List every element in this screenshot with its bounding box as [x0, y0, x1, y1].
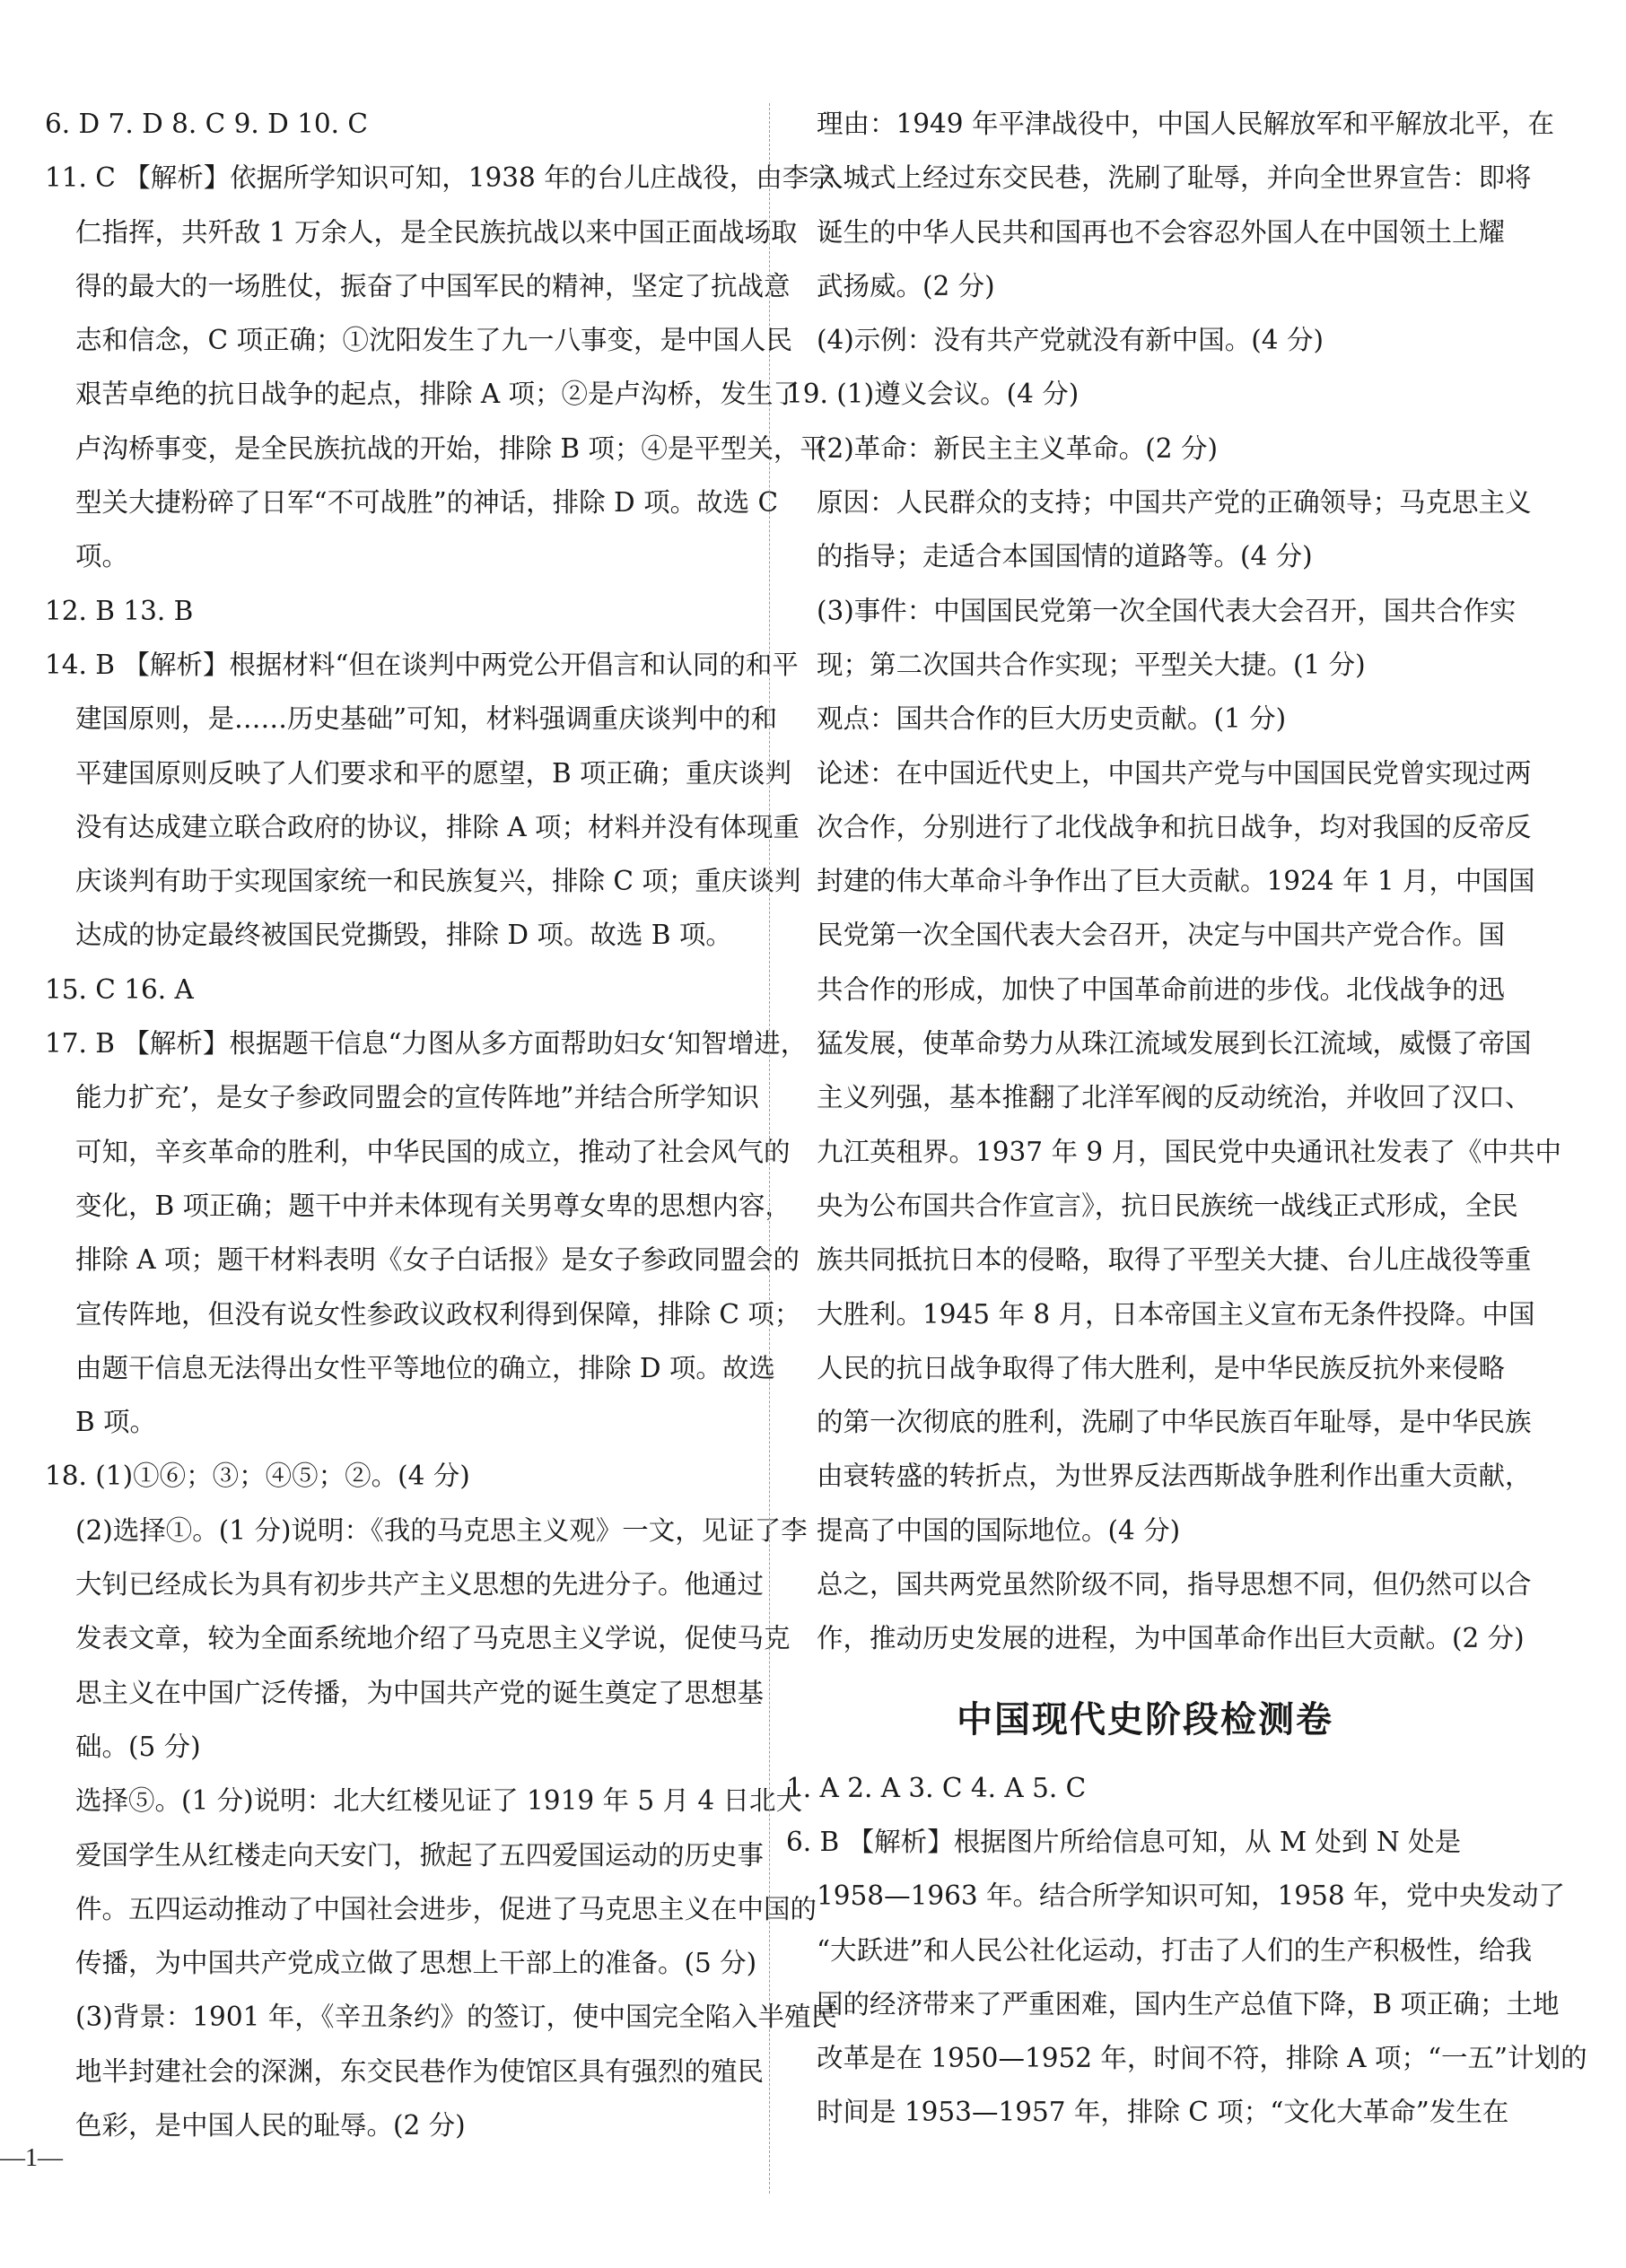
text-line: 共合作的形成，加快了中国革命前进的步伐。北伐战争的迅: [817, 973, 1506, 1005]
text-line: 14. B 【解析】根据材料“但在谈判中两党公开倡言和认同的和平: [45, 649, 799, 680]
text-line: 武扬威。(2 分): [817, 270, 995, 301]
text-line: 思主义在中国广泛传播，为中国共产党的诞生奠定了思想基: [75, 1677, 765, 1708]
text-line: 改革是在 1950—1952 年，时间不符，排除 A 项；“一五”计划的: [817, 2043, 1587, 2074]
text-line: 族共同抵抗日本的侵略，取得了平型关大捷、台儿庄战役等重: [817, 1244, 1532, 1276]
text-line: 得的最大的一场胜仗，振奋了中国军民的精神，坚定了抗战意: [75, 270, 791, 301]
text-line: 15. C 16. A: [45, 973, 194, 1005]
text-line: 由题干信息无法得出女性平等地位的确立，排除 D 项。故选: [75, 1352, 775, 1383]
text-line: 变化，B 项正确；题干中并未体现有关男尊女卑的思想内容，: [75, 1190, 792, 1221]
text-line: (4)示例：没有共产党就没有新中国。(4 分): [817, 325, 1324, 356]
text-line: 11. C 【解析】依据所学知识可知，1938 年的台儿庄战役，由李宗: [45, 162, 835, 194]
text-line: 猛发展，使革命势力从珠江流域发展到长江流域，威慑了帝国: [817, 1028, 1532, 1060]
right-column-top: [786, 97, 1561, 1666]
text-line: 宣传阵地，但没有说女性参政议政权利得到保障，排除 C 项；: [75, 1298, 801, 1330]
text-line: 人民的抗日战争取得了伟大胜利，是中华民族反抗外来侵略: [817, 1352, 1506, 1383]
text-line: 色彩，是中国人民的耻辱。(2 分): [75, 2109, 466, 2141]
text-line: 论述：在中国近代史上，中国共产党与中国国民党曾实现过两: [817, 757, 1532, 789]
text-line: 地半封建社会的深渊，东交民巷作为使馆区具有强烈的殖民: [75, 2055, 765, 2087]
right-column-bottom: [786, 1761, 1587, 2140]
text-line: 国的经济带来了严重困难，国内生产总值下降，B 项正确；土地: [817, 1988, 1560, 2019]
text-line: 大胜利。1945 年 8 月，日本帝国主义宣布无条件投降。中国: [817, 1298, 1535, 1330]
left-column: [45, 97, 837, 2152]
text-line: 庆谈判有助于实现国家统一和民族复兴，排除 C 项；重庆谈判: [75, 866, 801, 897]
text-line: (3)事件：中国国民党第一次全国代表大会召开，国共合作实: [817, 595, 1517, 626]
text-line: 九江英租界。1937 年 9 月，国民党中央通讯社发表了《中共中: [817, 1136, 1561, 1167]
text-line: (3)背景：1901 年，《辛丑条约》的签订，使中国完全陷入半殖民: [75, 2002, 837, 2033]
section-title: 中国现代史阶段检测卷: [957, 1698, 1333, 1740]
text-line: 6. B 【解析】根据图片所给信息可知，从 M 处到 N 处是: [786, 1826, 1462, 1857]
right-column: [786, 97, 1587, 2140]
text-line: 志和信念，C 项正确；①沈阳发生了九一八事变，是中国人民: [75, 325, 792, 356]
text-line: 建国原则，是……历史基础”可知，材料强调重庆谈判中的和: [75, 703, 778, 735]
text-line: 发表文章，较为全面系统地介绍了马克思主义学说，促使马克: [75, 1623, 791, 1654]
text-line: 1958—1963 年。结合所学知识可知，1958 年，党中央发动了: [817, 1880, 1565, 1912]
text-line: (2)选择①。(1 分)说明：《我的马克思主义观》一文，见证了李: [75, 1514, 808, 1546]
text-line: 入城式上经过东交民巷，洗刷了耻辱，并向全世界宣告：即将: [817, 162, 1532, 194]
text-line: 18. (1)①⑥；③；④⑤；②。(4 分): [45, 1461, 470, 1492]
text-line: 项。: [75, 541, 129, 572]
text-line: 平建国原则反映了人们要求和平的愿望，B 项正确；重庆谈判: [75, 757, 792, 789]
text-line: 选择⑤。(1 分)说明：北大红楼见证了 1919 年 5 月 4 日北大: [75, 1785, 803, 1817]
text-line: 达成的协定最终被国民党撕毁，排除 D 项。故选 B 项。: [75, 920, 732, 951]
text-line: (2)革命：新民主主义革命。(2 分): [817, 432, 1218, 464]
text-line: 础。(5 分): [75, 1731, 201, 1762]
text-line: 卢沟桥事变，是全民族抗战的开始，排除 B 项；④是平型关，平: [75, 432, 826, 464]
text-line: 原因：人民群众的支持；中国共产党的正确领导；马克思主义: [817, 487, 1532, 519]
text-line: 艰苦卓绝的抗日战争的起点，排除 A 项；②是卢沟桥，发生了: [75, 379, 800, 410]
text-line: 6. D 7. D 8. C 9. D 10. C: [45, 109, 368, 139]
text-line: 排除 A 项；题干材料表明《女子白话报》是女子参政同盟会的: [75, 1244, 800, 1276]
text-line: 观点：国共合作的巨大历史贡献。(1 分): [817, 703, 1287, 735]
text-line: 件。五四运动推动了中国社会进步，促进了马克思主义在中国的: [75, 1893, 817, 1924]
text-line: 没有达成建立联合政府的协议，排除 A 项；材料并没有体现重: [75, 811, 800, 842]
text-line: B 项。: [75, 1407, 157, 1438]
text-line: 能力扩充’，是女子参政同盟会的宣传阵地”并结合所学知识: [75, 1082, 759, 1113]
text-line: 传播，为中国共产党成立做了思想上干部上的准备。(5 分): [75, 1948, 757, 1979]
column-divider: [769, 103, 770, 2194]
text-line: 时间是 1953—1957 年，排除 C 项；“文化大革命”发生在: [817, 2097, 1509, 2128]
text-line: 主义列强，基本推翻了北洋军阀的反动统治，并收回了汉口、: [817, 1082, 1532, 1113]
text-line: 封建的伟大革命斗争作出了巨大贡献。1924 年 1 月，中国国: [817, 866, 1535, 897]
text-line: 由衰转盛的转折点，为世界反法西斯战争胜利作出重大贡献，: [817, 1461, 1532, 1492]
text-line: 现；第二次国共合作实现；平型关大捷。(1 分): [817, 649, 1366, 680]
text-line: 央为公布国共合作宣言》，抗日民族统一战线正式形成，全民: [817, 1190, 1518, 1221]
text-line: 民党第一次全国代表大会召开，决定与中国共产党合作。国: [817, 920, 1506, 951]
text-line: “大跃进”和人民公社化运动，打击了人们的生产积极性，给我: [817, 1934, 1533, 1966]
text-line: 1. A 2. A 3. C 4. A 5. C: [786, 1772, 1087, 1803]
page-number: —1—: [0, 2144, 63, 2172]
text-line: 作，推动历史发展的进程，为中国革命作出巨大贡献。(2 分): [817, 1623, 1525, 1654]
text-line: 12. B 13. B: [45, 595, 194, 626]
text-line: 仁指挥，共歼敌 1 万余人，是全民族抗战以来中国正面战场取: [75, 216, 798, 248]
text-line: 大钊已经成长为具有初步共产主义思想的先进分子。他通过: [75, 1569, 765, 1601]
text-line: 爱国学生从红楼走向天安门，掀起了五四爱国运动的历史事: [75, 1839, 765, 1871]
text-line: 提高了中国的国际地位。(4 分): [817, 1514, 1181, 1546]
text-line: 19. (1)遵义会议。(4 分): [786, 379, 1080, 410]
text-line: 总之，国共两党虽然阶级不同，指导思想不同，但仍然可以合: [817, 1569, 1532, 1601]
text-line: 型关大捷粉碎了日军“不可战胜”的神话，排除 D 项。故选 C: [75, 487, 779, 519]
text-line: 诞生的中华人民共和国再也不会容忍外国人在中国领土上耀: [817, 216, 1506, 248]
text-line: 可知，辛亥革命的胜利，中华民国的成立，推动了社会风气的: [75, 1136, 791, 1167]
text-line: 理由：1949 年平津战役中，中国人民解放军和平解放北平，在: [817, 109, 1554, 139]
text-line: 17. B 【解析】根据题干信息“力图从多方面帮助妇女‘知智增进，: [45, 1028, 808, 1060]
text-line: 的第一次彻底的胜利，洗刷了中华民族百年耻辱，是中华民族: [817, 1407, 1532, 1438]
text-line: 次合作，分别进行了北伐战争和抗日战争，均对我国的反帝反: [817, 811, 1532, 842]
text-line: 的指导；走适合本国国情的道路等。(4 分): [817, 541, 1313, 572]
